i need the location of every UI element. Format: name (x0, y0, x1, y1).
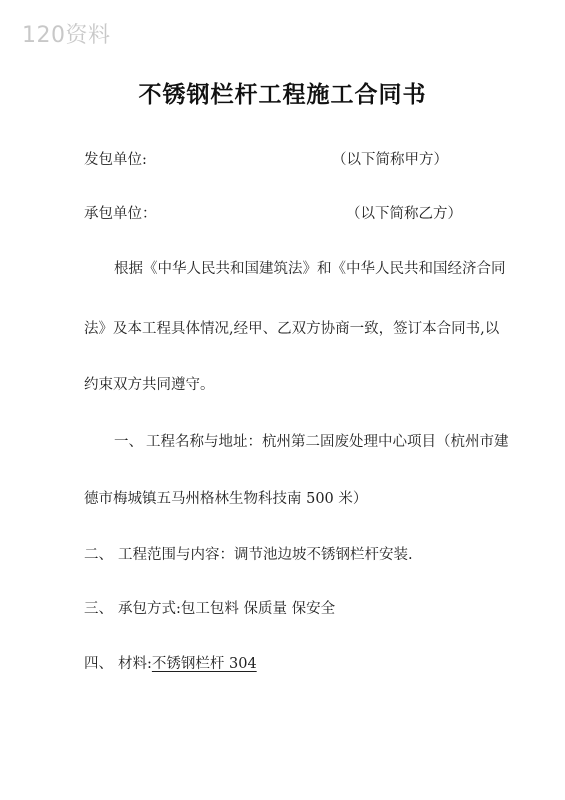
preamble-line-2: 法》及本工程具体情况,经甲、乙双方协商一致，签订本合同书,以 (84, 321, 500, 337)
party-b-note: （以下简称乙方） (346, 206, 462, 222)
party-b-label: 承包单位： (84, 206, 157, 222)
clause-3-number: 三、 (84, 601, 113, 617)
clause-4-material-value: 不锈钢栏杆 304 (151, 656, 257, 672)
watermark: 120资料 (22, 23, 111, 48)
clause-4-text (118, 652, 257, 673)
clause-1-continuation: 德市梅城镇五马州格林生物科技南 500 米） (84, 491, 368, 507)
preamble-line-3: 约束双方共同遵守。 (84, 377, 215, 393)
party-a-label: 发包单位: (84, 152, 147, 168)
clause-2-text: 工程范围与内容：调节池边坡不锈钢栏杆安装. (118, 547, 413, 563)
party-a-note: （以下简称甲方） (332, 152, 448, 168)
clause-3-text: 承包方式:包工包料 保质量 保安全 (118, 601, 336, 617)
clause-4-label: 材料: (118, 656, 152, 672)
document-title: 不锈钢栏杆工程施工合同书 (138, 82, 427, 108)
clause-2-number: 二、 (84, 547, 113, 563)
preamble-line-1: 根据《中华人民共和国建筑法》和《中华人民共和国经济合同 (114, 261, 506, 277)
clause-1-number: 一、 (114, 434, 143, 450)
clause-1-text: 工程名称与地址：杭州第二固废处理中心项目（杭州市建 (146, 434, 509, 450)
clause-4-number: 四、 (84, 656, 113, 672)
